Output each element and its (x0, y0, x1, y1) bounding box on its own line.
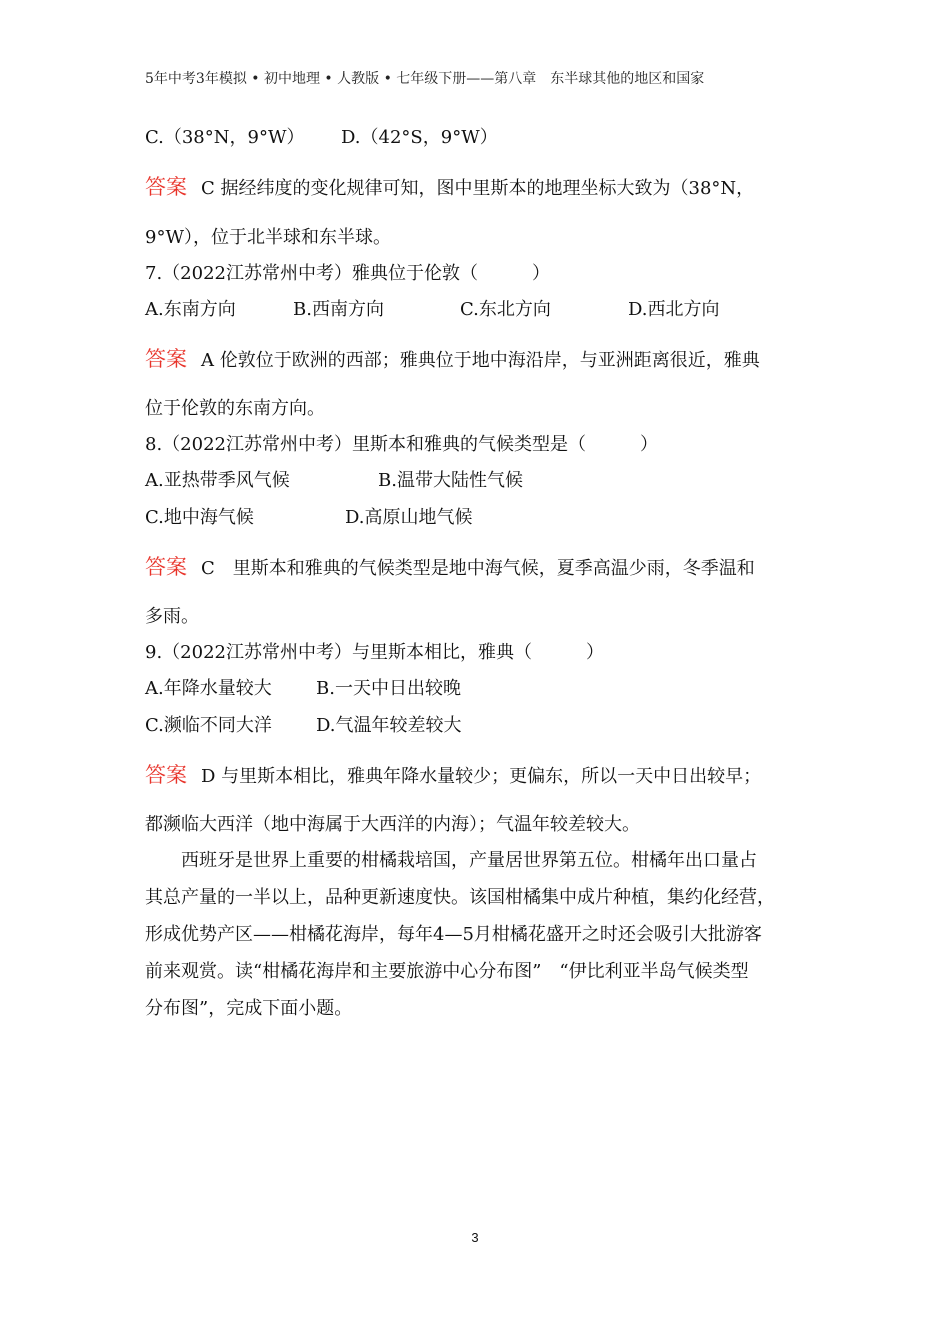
q9-option-a: A.年降水量较大 (145, 678, 272, 699)
q8-option-b: B.温带大陆性气候 (378, 470, 523, 491)
passage-line: 分布图”，完成下面小题。 (145, 998, 353, 1019)
q9-answer-line2: 都濒临大西洋（地中海属于大西洋的内海）；气温年较差较大。 (145, 814, 640, 835)
q7-option-d: D.西北方向 (628, 299, 720, 320)
q9-option-b: B.一天中日出较晚 (316, 678, 461, 699)
answer-label: 答案 (145, 347, 187, 371)
q9-option-d: D.气温年较差较大 (316, 715, 462, 736)
q6-answer-line1 (145, 176, 754, 200)
page-header: 5年中考3年模拟 • 初中地理 • 人教版 • 七年级下册——第八章 东半球其他的地区和国家 (145, 71, 705, 87)
passage-line: 前来观赏。读“柑橘花海岸和主要旅游中心分布图” “伊比利亚半岛气候类型 (145, 961, 749, 982)
q8-answer-line2: 多雨。 (145, 606, 199, 627)
answer-label: 答案 (145, 175, 187, 199)
q9-option-c: C.濒临不同大洋 (145, 715, 272, 736)
q7-option-a: A.东南方向 (145, 299, 236, 320)
q6-option-c: C.（38°N，9°W） (145, 127, 305, 148)
page-number: 3 (471, 1230, 479, 1245)
q7-options (145, 299, 720, 321)
q9-options-cd (145, 715, 462, 737)
q8-options-ab (145, 470, 523, 492)
q8-answer-text1: C 里斯本和雅典的气候类型是地中海气候，夏季高温少雨，冬季温和 (201, 558, 755, 579)
q8-options-cd (145, 507, 473, 529)
q6-option-d: D.（42°S，9°W） (341, 127, 498, 148)
passage-line: 形成优势产区——柑橘花海岸，每年4—5月柑橘花盛开之时还会吸引大批游客 (145, 924, 762, 945)
q8-option-c: C.地中海气候 (145, 507, 254, 528)
passage-line: 西班牙是世界上重要的柑橘栽培国，产量居世界第五位。柑橘年出口量占 (145, 850, 757, 871)
q7-answer-line1 (145, 348, 760, 372)
q9-answer-text1: D 与里斯本相比，雅典年降水量较少；更偏东，所以一天中日出较早； (201, 766, 762, 787)
q7-answer-text1: A 伦敦位于欧洲的西部；雅典位于地中海沿岸，与亚洲距离很近，雅典 (201, 350, 760, 371)
q8-stem: 8.（2022江苏常州中考）里斯本和雅典的气候类型是（ ） (145, 434, 658, 455)
q7-stem: 7.（2022江苏常州中考）雅典位于伦敦（ ） (145, 263, 550, 284)
q7-option-b: B.西南方向 (293, 299, 384, 320)
q6-options-cd (145, 127, 498, 149)
passage-line: 其总产量的一半以上，品种更新速度快。该国柑橘集中成片种植，集约化经营， (145, 887, 775, 908)
q8-answer-line1 (145, 556, 755, 580)
q7-answer-line2: 位于伦敦的东南方向。 (145, 398, 325, 419)
q6-answer-text1: C 据经纬度的变化规律可知，图中里斯本的地理坐标大致为（38°N， (201, 178, 755, 199)
answer-label: 答案 (145, 763, 187, 787)
q7-option-c: C.东北方向 (460, 299, 551, 320)
q9-stem: 9.（2022江苏常州中考）与里斯本相比，雅典（ ） (145, 642, 604, 663)
q6-answer-line2: 9°W），位于北半球和东半球。 (145, 227, 391, 248)
q9-answer-line1 (145, 764, 761, 788)
q8-option-d: D.高原山地气候 (345, 507, 473, 528)
q9-options-ab (145, 678, 461, 700)
answer-label: 答案 (145, 555, 187, 579)
q8-option-a: A.亚热带季风气候 (145, 470, 290, 491)
